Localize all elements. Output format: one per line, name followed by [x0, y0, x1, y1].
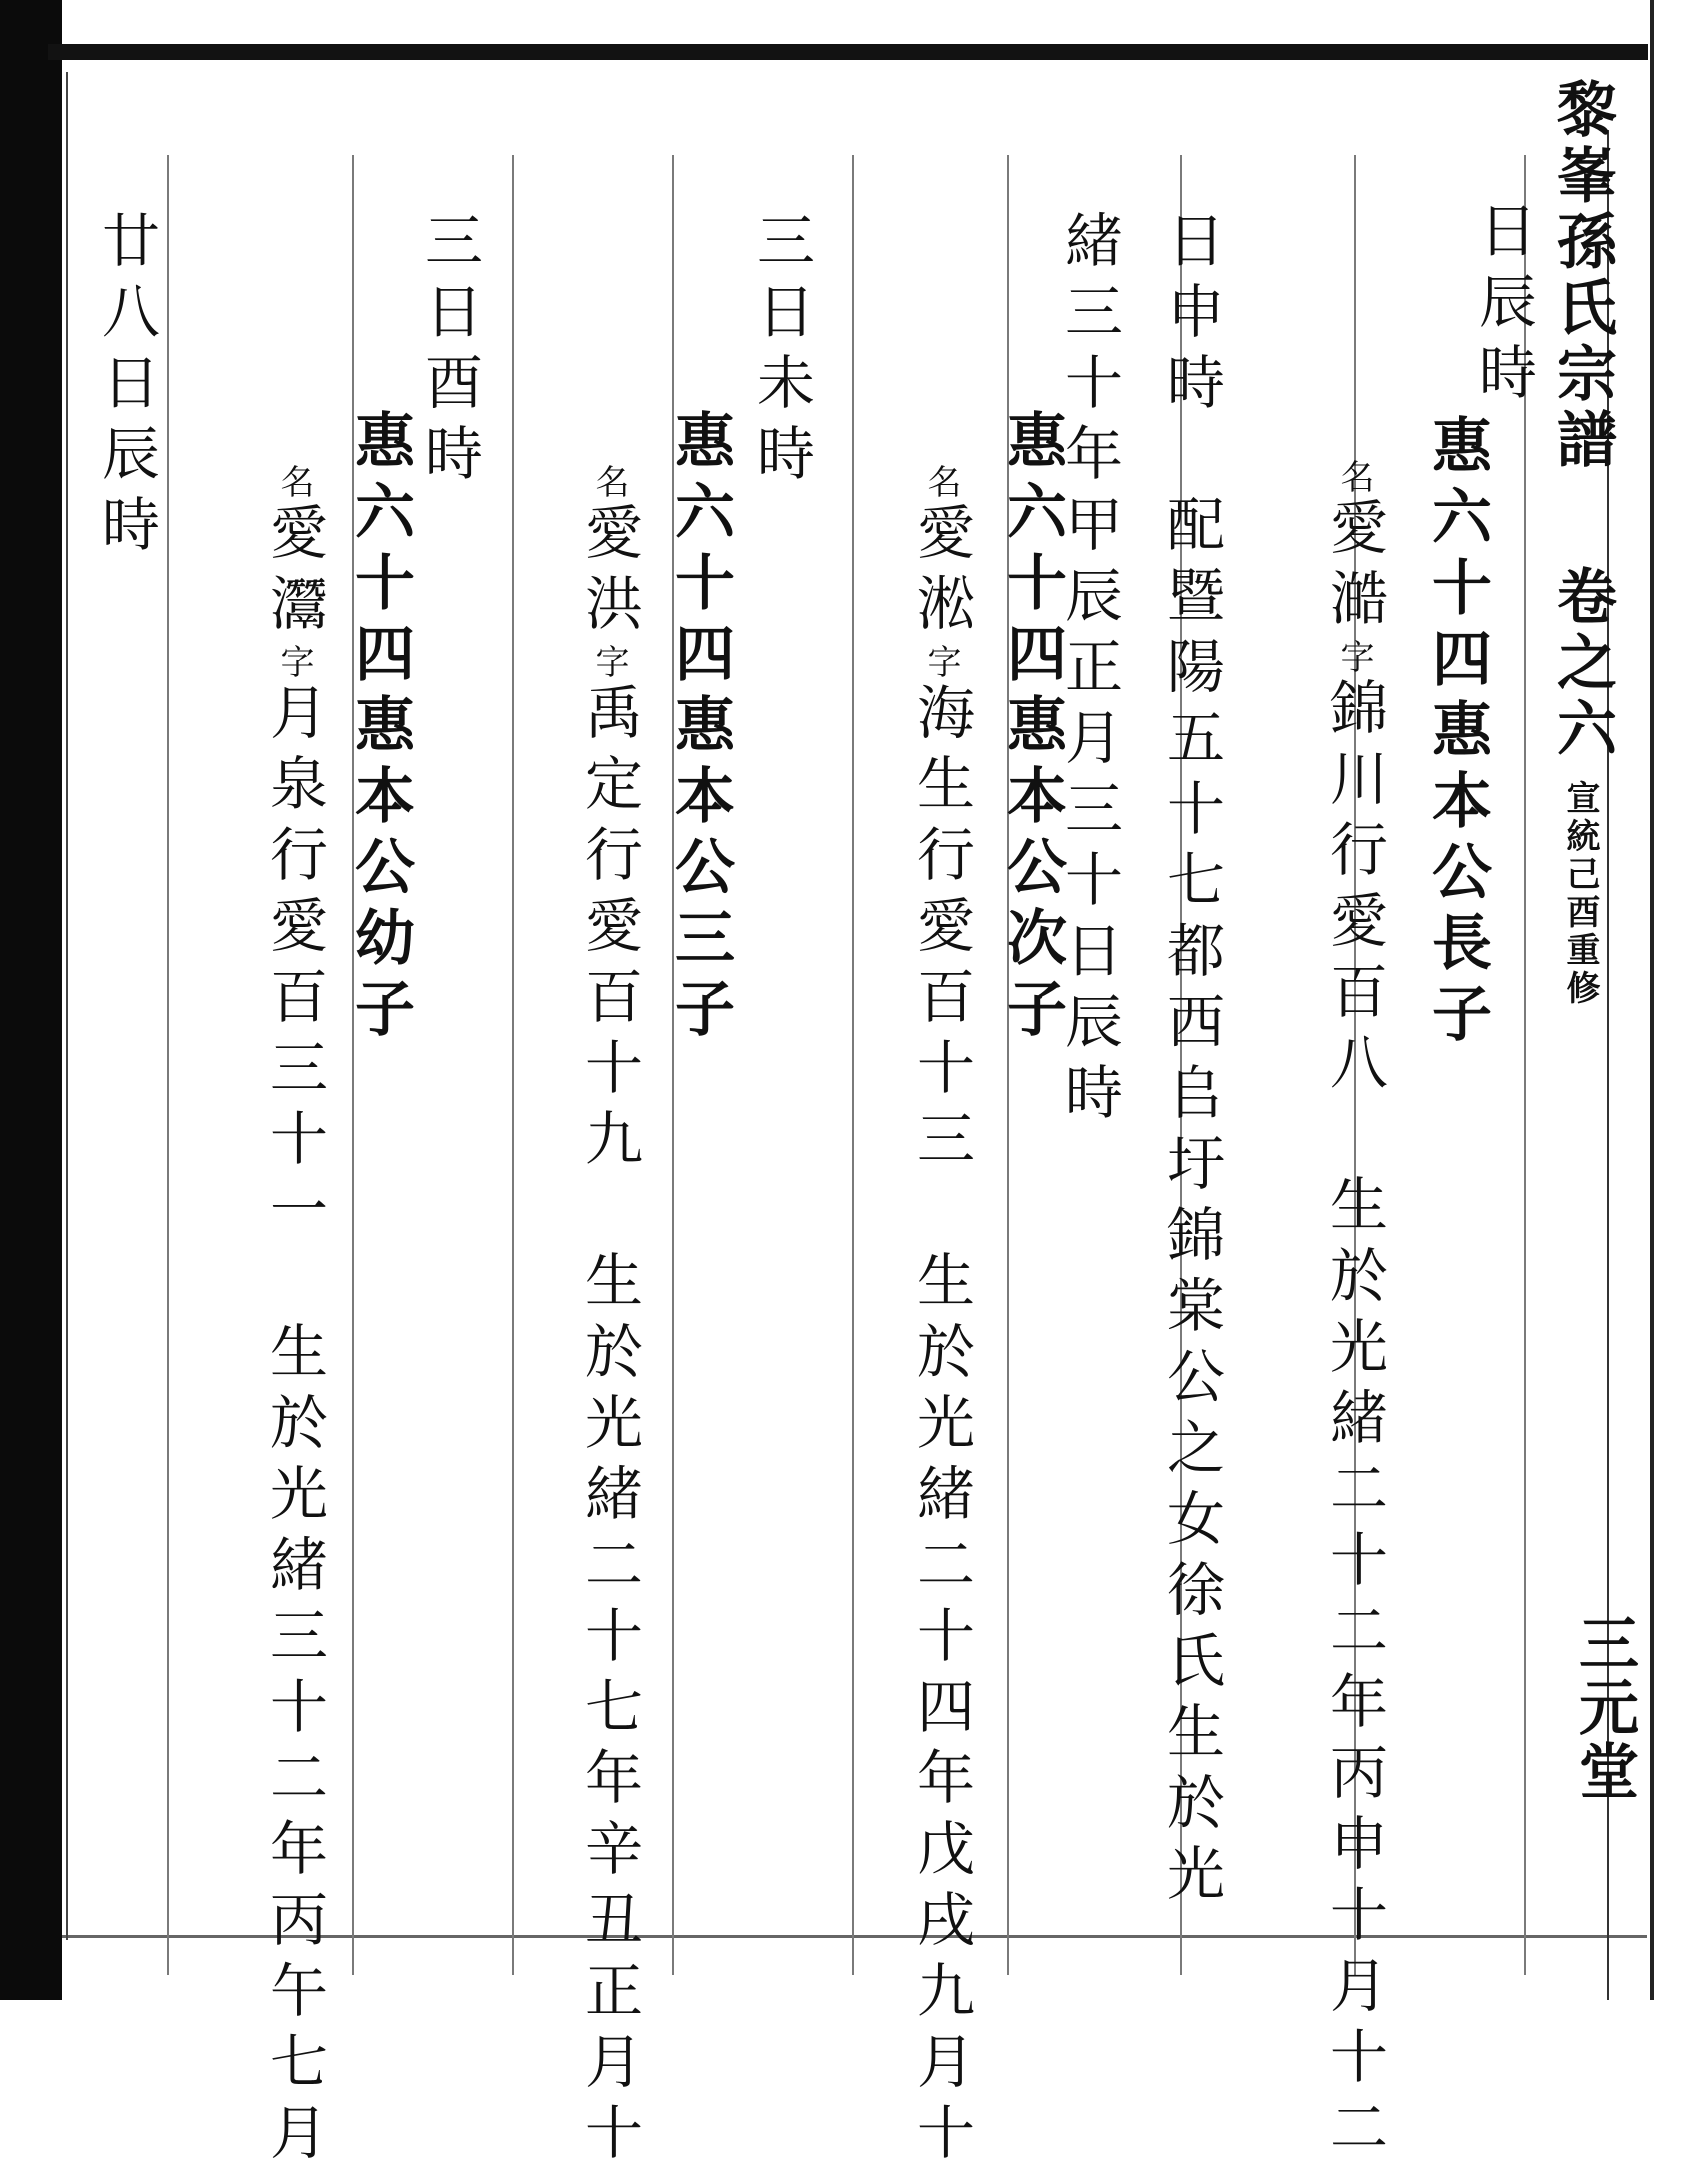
left-binding-edge [0, 0, 62, 2000]
generation-prefix: 惠六十四 [997, 409, 1067, 693]
column-rule [512, 155, 514, 1975]
zi-label: 字 [274, 644, 314, 682]
column-rule [167, 155, 169, 1975]
entry-details: 禹定行愛百十九 生於光緒二十七年辛丑正月十 [575, 682, 643, 2173]
right-page-edge [1650, 0, 1707, 2000]
book-title: 黎峯孫氏宗譜 [1547, 78, 1617, 474]
generation-prefix: 惠六十四 [1422, 414, 1492, 698]
entry-name-column-1 [1267, 135, 1441, 2168]
ming-label: 名 [921, 464, 961, 502]
zi-label: 字 [1334, 639, 1374, 677]
relation: 惠本公三子 [665, 693, 735, 1048]
text-column-3: 日申時 配暨陽五十七都西𠂤圩錦棠公之女徐氏生於光 [1157, 210, 1225, 1914]
entry-name-column-2 [854, 140, 1028, 2173]
generation-prefix: 惠六十四 [665, 409, 735, 693]
generation-prefix: 惠六十四 [345, 409, 415, 693]
relation: 惠本公長子 [1422, 698, 1492, 1053]
edition-note: 宣統己酉重修 [1560, 780, 1600, 1008]
ming-label: 名 [274, 464, 314, 502]
ming-label: 名 [589, 464, 629, 502]
text-column-7: 三日未時 [747, 210, 815, 494]
text-column-10: 三日酉時 [415, 210, 483, 494]
volume-label: 卷之六 [1547, 565, 1617, 763]
entry-name-column-4 [207, 140, 381, 2173]
entry-name-column-3 [522, 140, 696, 2173]
person-name: 愛淞 [907, 502, 975, 644]
entry-details: 海生行愛百十三 生於光緒二十四年戊戌九月十 [907, 682, 975, 2173]
person-name: 愛澔 [1320, 497, 1388, 639]
text-column-4: 緒三十年甲辰正月三十日辰時 [1055, 210, 1123, 1133]
genealogy-page [62, 60, 1642, 2173]
text-column-0: 日辰時 [1469, 200, 1537, 413]
zi-label: 字 [589, 644, 629, 682]
zi-label: 字 [921, 644, 961, 682]
relation: 惠本公幼子 [345, 693, 415, 1048]
text-column-13: 廿八日辰時 [92, 210, 160, 565]
entry-details: 月泉行愛百三十一 生於光緒三十二年丙午七月 [260, 682, 328, 2173]
top-border [48, 44, 1648, 60]
relation: 惠本公次子 [997, 693, 1067, 1048]
person-name: 愛灊 [260, 502, 328, 644]
person-name: 愛洪 [575, 502, 643, 644]
ming-label: 名 [1334, 459, 1374, 497]
entry-details: 錦川行愛百八 生於光緒二十二年丙申十月十二 [1320, 677, 1388, 2168]
hall-name: 三元堂 [1569, 1612, 1639, 1804]
